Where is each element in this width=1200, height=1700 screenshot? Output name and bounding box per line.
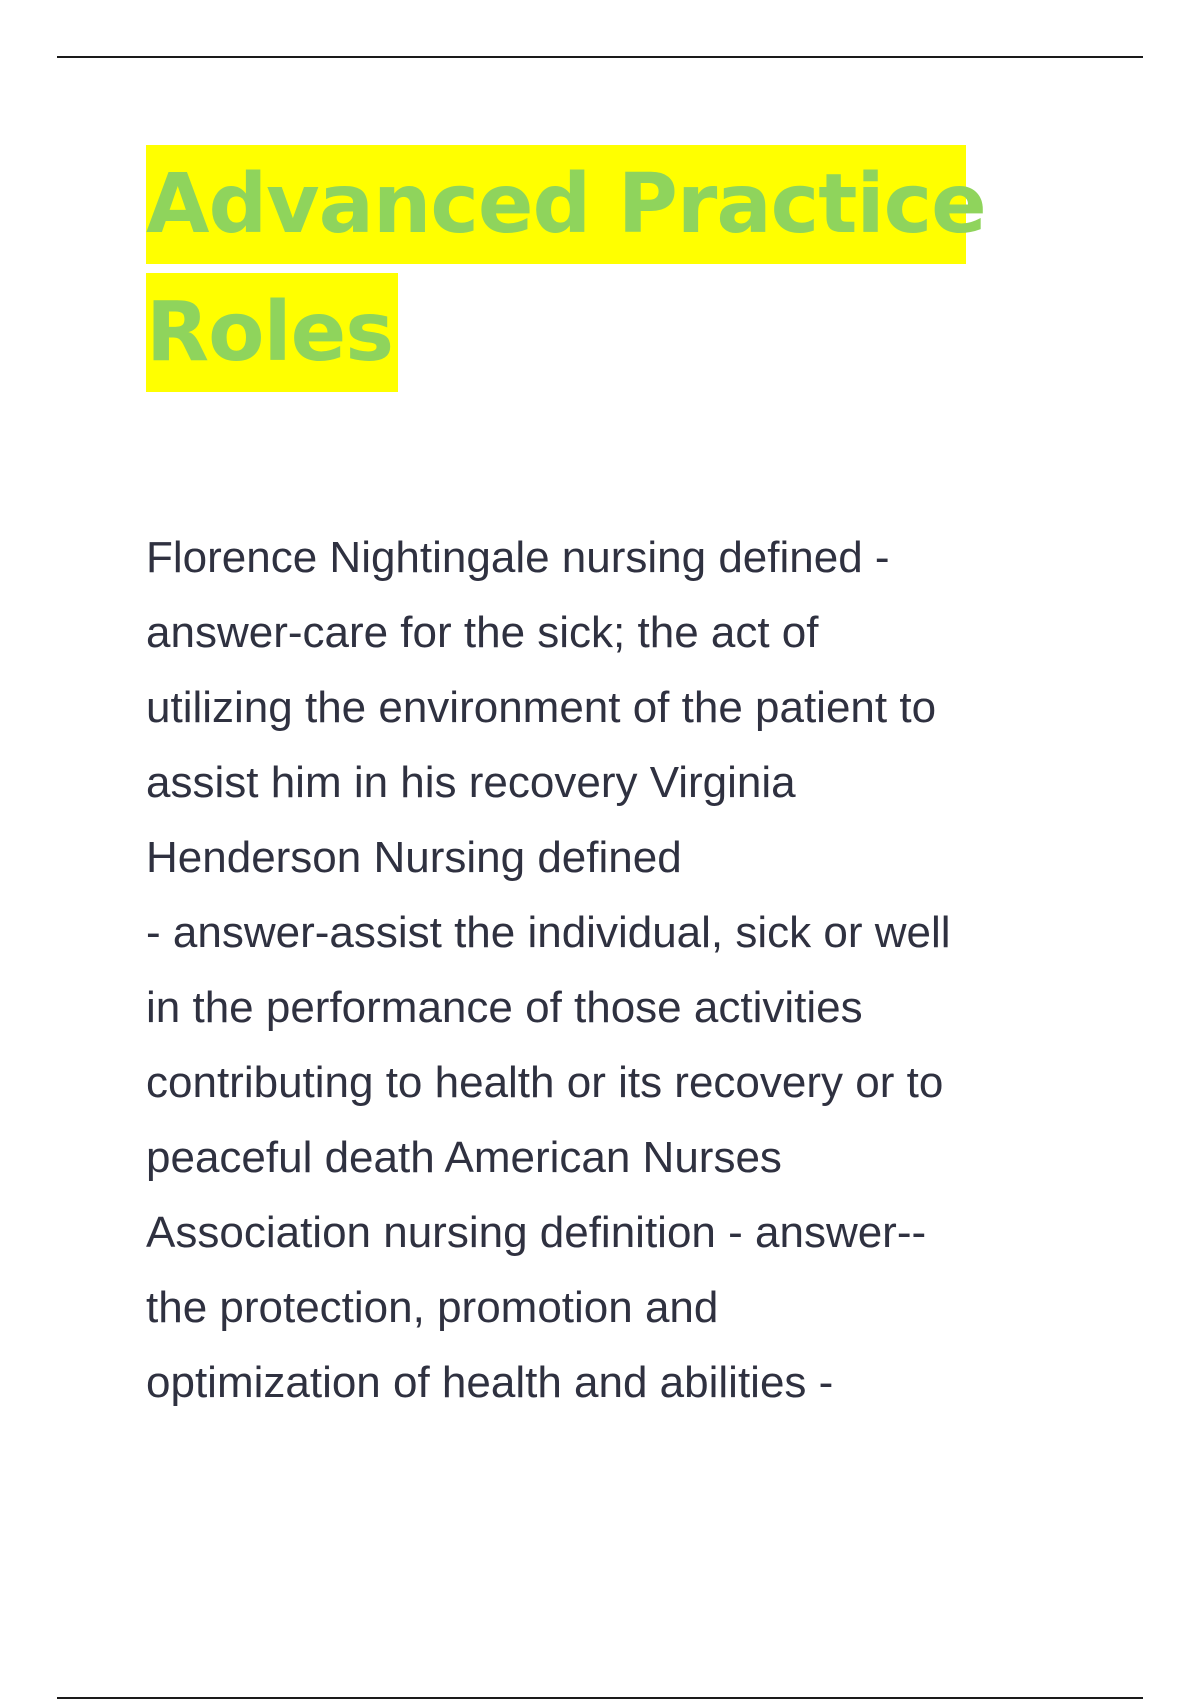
bottom-divider bbox=[57, 1697, 1143, 1699]
body-line-8: contributing to health or its recovery or to bbox=[146, 1058, 944, 1107]
title-line-2: Roles bbox=[146, 273, 398, 392]
body-line-5: Henderson Nursing defined bbox=[146, 833, 682, 882]
body-line-4: assist him in his recovery Virginia bbox=[146, 758, 796, 807]
body-line-12: optimization of health and abilities - bbox=[146, 1358, 834, 1407]
body-line-1: Florence Nightingale nursing defined - bbox=[146, 533, 890, 582]
body-line-9: peaceful death American Nurses bbox=[146, 1133, 782, 1182]
body-line-11: the protection, promotion and bbox=[146, 1283, 719, 1332]
page-title bbox=[146, 145, 1046, 401]
body-line-6: - answer-assist the individual, sick or well bbox=[146, 908, 951, 957]
body-line-3: utilizing the environment of the patient to bbox=[146, 683, 937, 732]
title-line-1: Advanced Practice bbox=[146, 145, 966, 264]
top-divider bbox=[57, 56, 1143, 58]
body-line-10: Association nursing definition - answer-- bbox=[146, 1208, 927, 1257]
body-paragraph bbox=[146, 520, 1086, 1420]
body-line-2: answer-care for the sick; the act of bbox=[146, 608, 819, 657]
body-line-7: in the performance of those activities bbox=[146, 983, 863, 1032]
